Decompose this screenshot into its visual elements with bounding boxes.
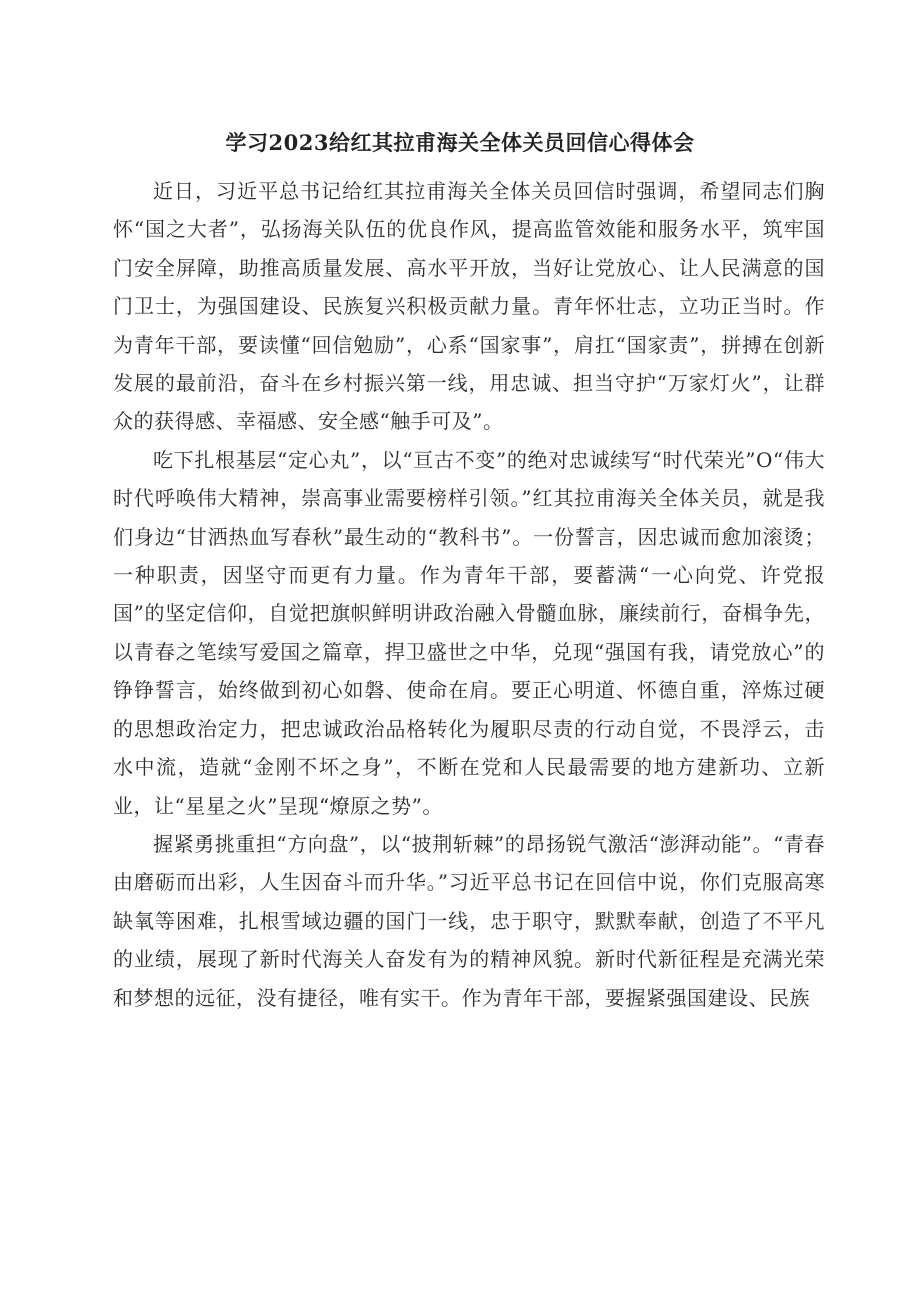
document-body [113,172,825,1017]
paragraph-3: 握紧勇挑重担“方向盘”，以“披荆斩棘”的昂扬锐气激活“澎湃动能”。“青春由磨砺而出彩，人生因奋斗而升华。”习近平总书记在回信中说，你们克服高寒缺氧等困难，扎根雪域边疆的国门一线，忠于职守，默默奉献，创造了不平凡的业绩，展现了新时代海关人奋发有为的精神风貌。新时代新征程是充满光荣和梦想的远征，没有捷径，唯有实干。作为青年干部，要握紧强国建设、民族 [113,831,825,1010]
document-title: 学习2023给红其拉甫海关全体关员回信心得体会 [225,130,695,155]
paragraph-2: 吃下扎根基层“定心丸”，以“亘古不变”的绝对忠诚续写“时代荣光”O“伟大时代呼唤伟大精神，崇高事业需要榜样引领。”红其拉甫海关全体关员，就是我们身边“甘洒热血写春秋”最生动的“教科书”。一份誓言，因忠诚而愈加滚烫；一种职责，因坚守而更有力量。作为青年干部，要蓄满“一心向党、许党报国”的坚定信仰，自觉把旗帜鲜明讲政治融入骨髓血脉，廉续前行，奋楫争先，以青春之笔续写爱国之篇章，捍卫盛世之中华，兑现“强国有我，请党放心”的铮铮誓言，始终做到初心如磐、使命在肩。要正心明道、怀德自重，淬炼过硬的思想政治定力，把忠诚政治品格转化为履职尽责的行动自觉，不畏浮云，击水中流，造就“金刚不坏之身”，不断在党和人民最需要的地方建新功、立新业，让“星星之火”呈现“燎原之势”。 [113,447,825,818]
paragraph-1: 近日，习近平总书记给红其拉甫海关全体关员回信时强调，希望同志们胸怀“国之大者”，弘扬海关队伍的优良作风，提高监管效能和服务水平，筑牢国门安全屏障，助推高质量发展、高水平开放，当好让党放心、让人民满意的国门卫士，为强国建设、民族复兴积极贡献力量。青年怀壮志，立功正当时。作为青年干部，要读懂“回信勉励”，心系“国家事”，肩扛“国家责”，拼搏在创新发展的最前沿，奋斗在乡村振兴第一线，用忠诚、担当守护“万家灯火”，让群众的获得感、幸福感、安全感“触手可及”。 [113,179,825,434]
